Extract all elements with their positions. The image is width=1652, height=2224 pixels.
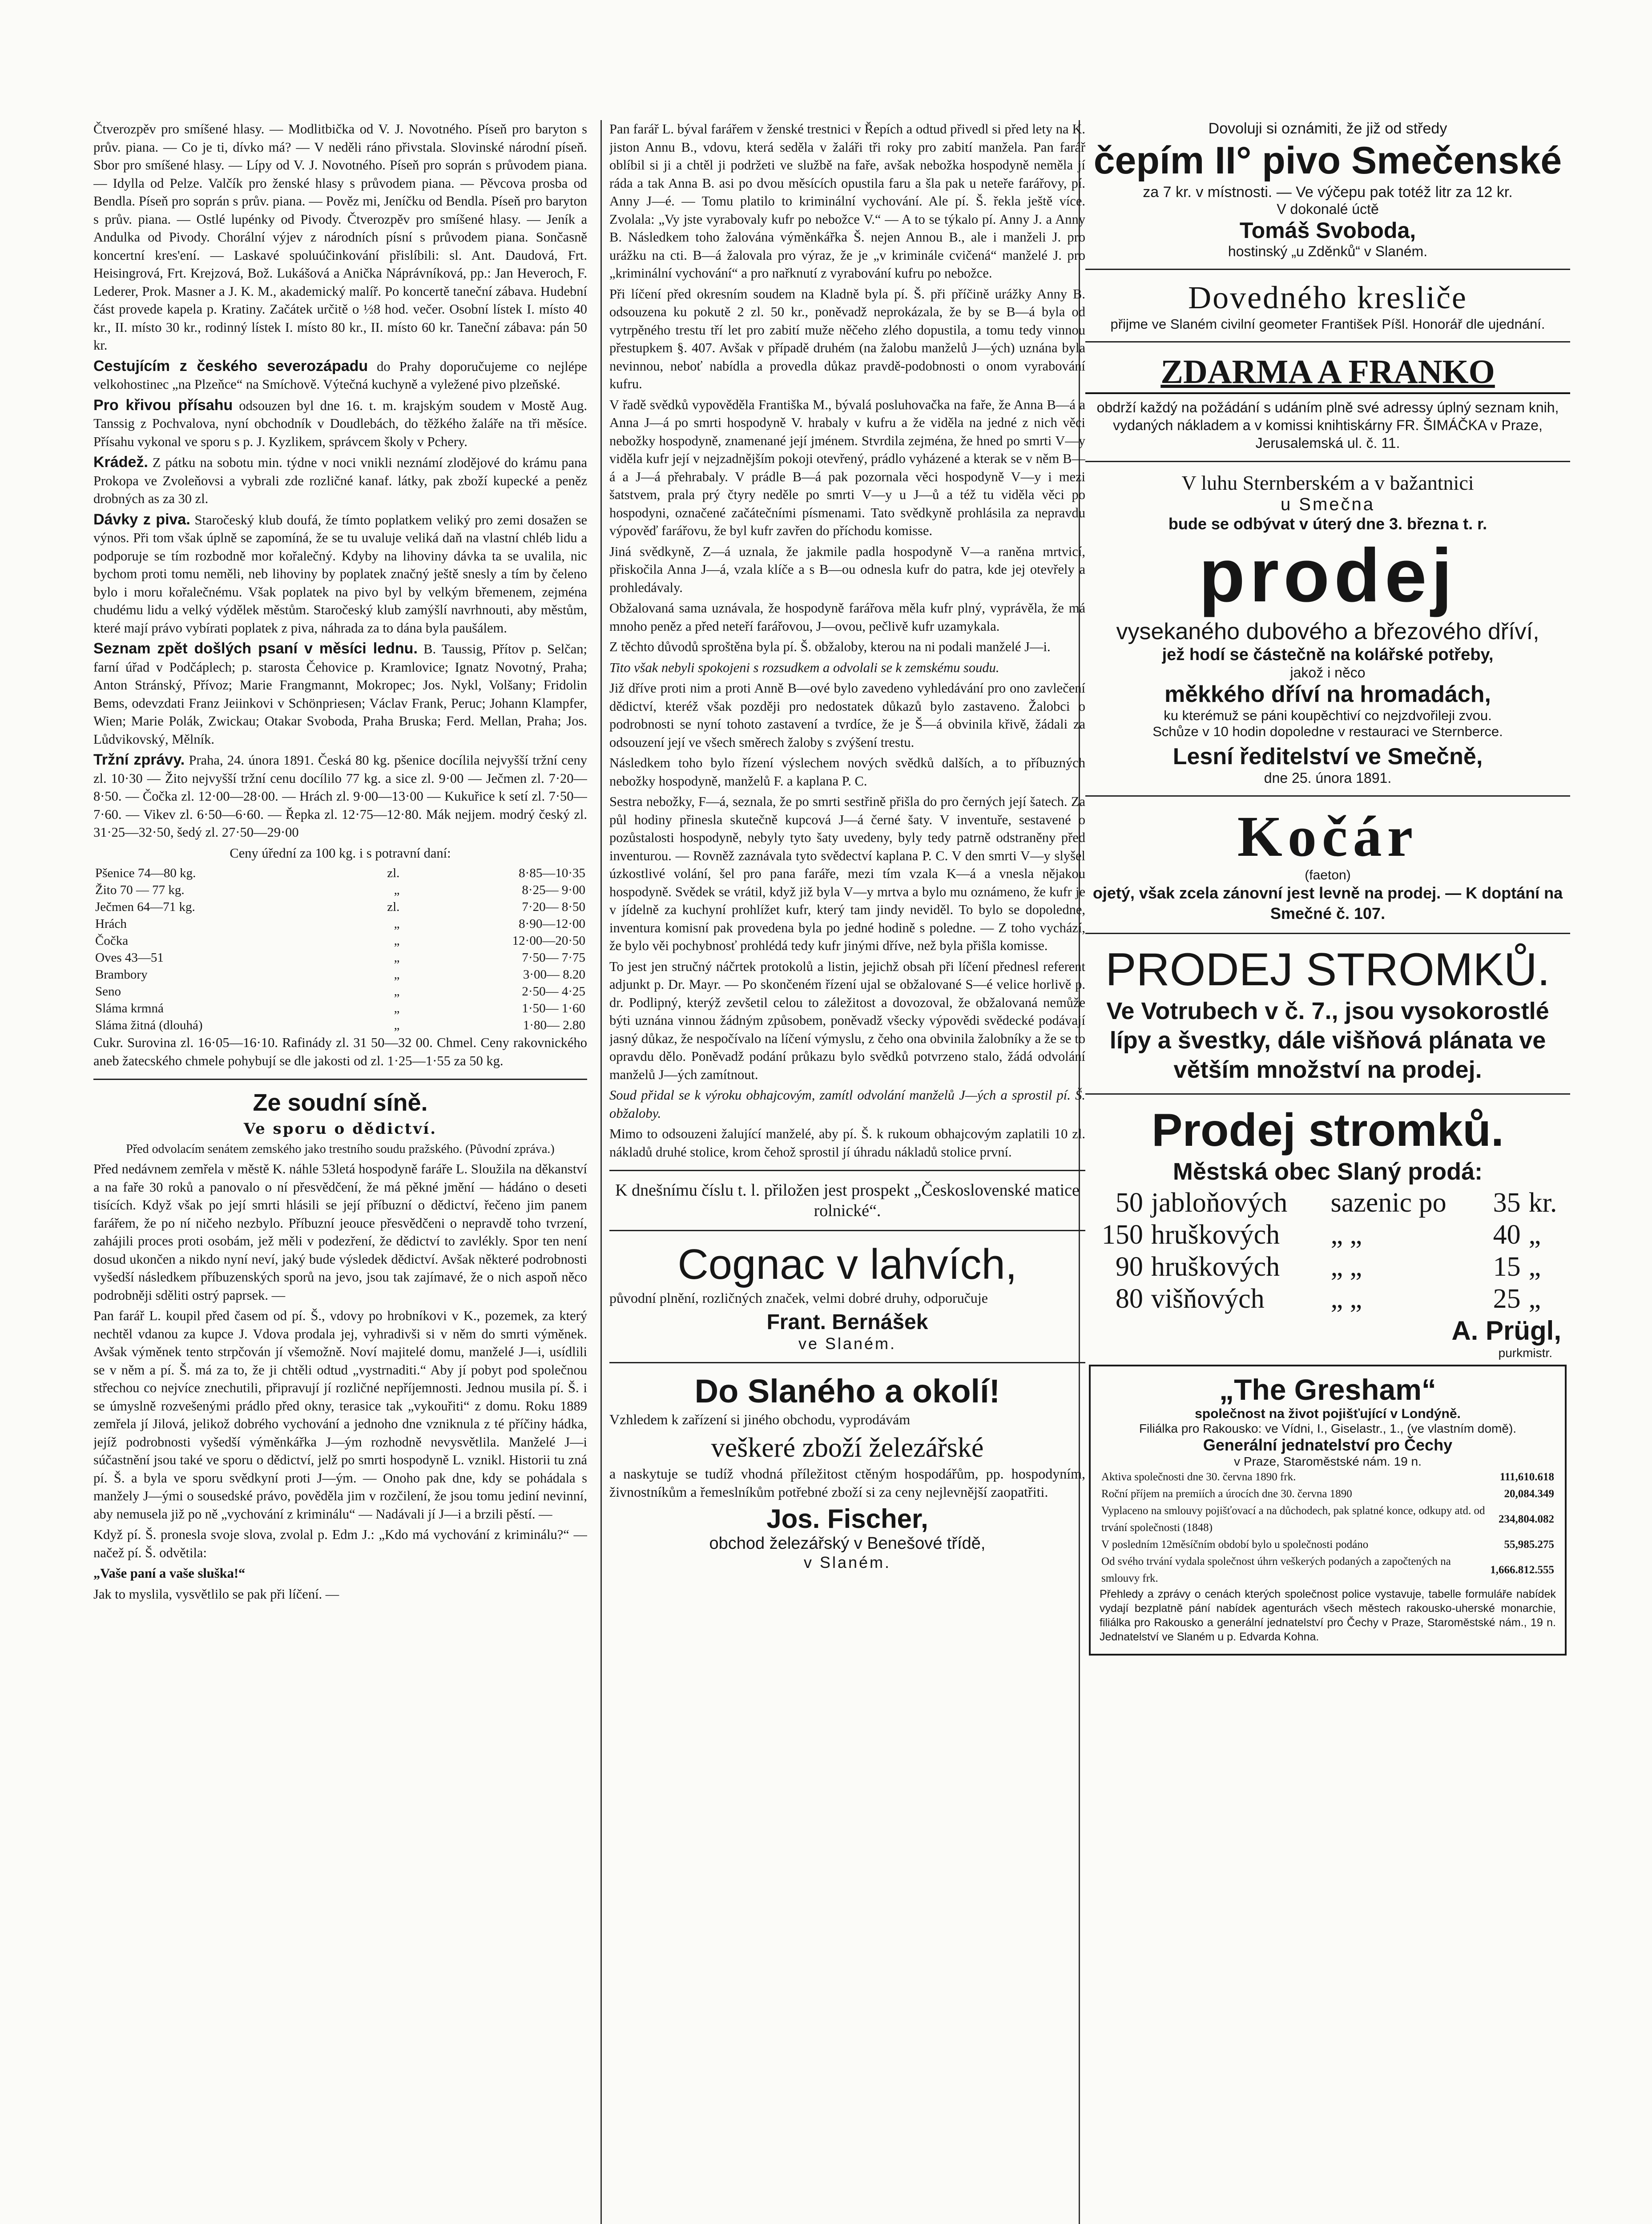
- ad-title: Do Slaného a okolí!: [694, 1372, 1000, 1410]
- ad-role: hostinský „u Zděnků“ v Slaném.: [1228, 243, 1428, 259]
- article-paragraph: Při líčení před okresním soudem na Kladně byla pí. Š. při příčině urážky Anny B. odsouzena ku pokutě 2 zl. 50 kr., poněvadž neprokázala, že by se B—á byla od vytrpěného trestu tří let pro zabití muže něčeho zlého dopustila, a tomu tedy vinnou přestupkem §. 407. Avšak v případě druhém (na žalobu manželů J—ých) uznána byla nevinnou, neboť nabídla a provedla důkaz pravdě-podobnosti o onom vyrabování kufru.: [609, 286, 1085, 391]
- price-item: Ječmen 64—71 kg.: [95, 900, 195, 914]
- article-quote: „Vaše paní a vaše sluška!“: [93, 1566, 246, 1581]
- price-unit: zl.: [387, 900, 400, 914]
- news-cukr-chmel: Cukr. Surovina zl. 16·05—16·10. Rafinády zl. 31 50—32 00. Chmel. Ceny rakovnického aneb žatecského chmele pohybují se dle jakosti od zl. 1·25—1·55 za 50 kg.: [93, 1035, 587, 1068]
- tree-w: hruškových: [1151, 1252, 1280, 1282]
- price-row: [93, 865, 587, 882]
- price-price: 3·00— 8.20: [523, 967, 585, 982]
- ad-pivo-smecenske: [1085, 120, 1570, 260]
- ad-title: Dovedného kresliče: [1188, 280, 1467, 315]
- price-price: 1·50— 1·60: [522, 1001, 585, 1015]
- ad-text: jakož i něco: [1290, 665, 1366, 681]
- ad-title: „The Gresham“: [1219, 1373, 1436, 1406]
- ad-text: ku kterémuž se páni koupěchtiví co nejzdvořileji zvou.: [1164, 708, 1492, 723]
- ad-text: vysekaného dubového a březového dříví,: [1116, 619, 1539, 645]
- price-row: [93, 983, 587, 1000]
- ad-title: Kočár: [1237, 805, 1418, 869]
- tree-w: višňových: [1151, 1284, 1265, 1314]
- ad-kocar: [1085, 806, 1570, 924]
- divider: [1085, 1093, 1570, 1095]
- price-price: 1·80— 2.80: [523, 1018, 585, 1032]
- price-unit: „: [394, 883, 400, 897]
- ad-firm: Jos. Fischer,: [766, 1504, 928, 1534]
- price-item: Oves 43—51: [95, 951, 164, 965]
- price-price: 8·25— 9·00: [522, 883, 585, 897]
- ad-text: Filiálka pro Rakousko: ve Vídni, I., Giselastr., 1., (ve vlastním domě).: [1139, 1422, 1517, 1435]
- news-davky-z-piva: Dávky z piva. Staročeský klub doufá, že tímto poplatkem veliký pro zemi dosažen se výnos. Při tom však úplně se zapomíná, že se tu uvaluje veliká daň na vlastní chléb lidu a podporuje se tím rozbodně mor kořalečný. Kdyby na lihoviny dávka ta se uvalila, nic bychom proti tomu neměli, neb lihoviny by poplatek značný ještě snesly a tím by čeleno bylo i moru kořalečnému. Však poplatek na pivo byl by velkým břemenem, zejména chudému lidu a velký výdělek městům. Staročeský klub zamýšlí navrhnouti, aby městům, které mají právo vybírati poplatek z piva, náhrada za to dána byla paušálem.: [93, 511, 587, 636]
- article-paragraph: To jest jen stručný náčrtek protokolů a listin, jejichž obsah při líčení přednesl referent adjunkt p. Dr. Mayr. — Po skončeném řízení ujal se obžalované S—é velice horlivě p. dr. Podlipný, kterýž zevšetil celou to záležitost a dovozoval, že obžalovaná nemůže býti uznána vinnou žádným způsobem, poněvadž všecky výpovědi svědecké podávají jasný důkaz, že nespočívalo na líčení výmyslu, z čeho ona obvinila žalobníky a že se to opravdu dělo. Poněvadž podání průkazu bylo svědků potvrzeno stalo, žádá odvolání manželů J—ých zamítnout.: [609, 959, 1085, 1082]
- price-unit: „: [394, 967, 400, 982]
- divider: [1085, 341, 1570, 342]
- price-row: [93, 949, 587, 966]
- ad-slany-zelezarstvi: [609, 1372, 1085, 1572]
- article-title: Ve sporu o dědictví.: [243, 1120, 437, 1138]
- gresham-row: [1100, 1469, 1556, 1486]
- headline: Dávky z piva.: [93, 511, 190, 528]
- article-paragraph: V řadě svědků vypověděla Františka M., bývalá posluhovačka na faře, že Anna B—á a Anna J—á po smrti hospodyně V. hrabaly v kufru a že viděla na jedné z nich věci nebožky hospodyně, znamenané její jménem. Stvrdila zejména, že hned po smrti V—y viděla kufr její v nejzadnějším pokoji otevřený, prádlo vyházené a kterak se v něm B—á a J—á přehrabaly. V prádle B—á pak pozornala věci hospodyně V—y i mezi šatstvem, prala prý čtyry neděle po smrti V—y u J—ů a též tu viděla věci po hospodyni, označené začátečními písmenami. Tato svědkyně prohlásila za nepravdu výpověď farářovu, že byl kufr zavřen do příchodu komisse.: [609, 397, 1085, 538]
- ad-title: ZDARMA A FRANKO: [1085, 351, 1570, 394]
- article-paragraph: Jiná svědkyně, Z—á uznala, že jakmile padla hospodyně V—a raněna mrtvicí, přiskočila Anna J—á, vzala klíče a s B—ou odnesla kufr do patra, kde jej otevřely a prohledávaly.: [609, 544, 1085, 595]
- ad-sign: A. Prügl,: [1451, 1316, 1561, 1346]
- ad-text: Městská obec Slaný prodá:: [1173, 1158, 1483, 1185]
- price-price: 2·50— 4·25: [522, 984, 585, 999]
- ad-subtitle: společnost na život pojišťující v Londýně.: [1195, 1406, 1461, 1421]
- ad-kreslic: [1085, 279, 1570, 332]
- ad-title: prodej: [1199, 533, 1457, 618]
- tree-n: 80: [1115, 1284, 1143, 1314]
- ad-text: Přehledy a zprávy o cenách kterých společnost police vystavuje, tabelle formuláře nabídek vydají bezplatně pání nabídek agenturách všech městech rakousko-uherské monarchie, filiálka pro Rakousko a generální jednatelství pro Čechy v Praze, Staroměstské nám., 19 n. Jednatelství ve Slaném u p. Edvarda Kohna.: [1100, 1588, 1556, 1643]
- divider: [1085, 461, 1570, 462]
- news-trzni-zpravy: Tržní zprávy. Praha, 24. února 1891. Česká 80 kg. pšenice docílila nejvyšší tržní ceny zl. 10·30 — Žito nejvyšší tržní cenu docílilo 77 kg. a sice zl. 9·00 — Ječmen zl. 7·20—8·50. — Čočka zl. 12·00—28·00. — Hrách zl. 9·00—13·00 — Kukuřice k setí zl. 7·50—7·60. — Vikev zl. 6·50—6·60. — Řepka zl. 12·75—12·80. Mák nejjem. modrý český zl. 31·25—32·50, šedý zl. 27·50—29·00: [93, 751, 587, 840]
- ad-text: za 7 kr. v místnosti. — Ve výčepu pak totéž litr za 12 kr.: [1143, 184, 1513, 201]
- article-paragraph: Pan farář L. býval farářem v ženské trestnici v Řepích a odtud přivedl si před lety na K. jiston Annu B., vdovu, která seděla v žaláři tři roky pro zabití manžela. Pan farář oblíbil si ji a chtěl ji podržeti ve službě na faře, avšak nebožka hospodyně neměla jí ráda a tak Anna B. asi po dvou měsících opustila faru a šla pak u neteře farářovy, pí. Anny J—é. — Tomu platilo to kriminální vychování. Ale pí. Š. řekla ještě více. Zvolala: „Vy jste vyrabovaly kufr po nebožce V.“ — A to se týkalo pí. Anny J. a Anny B. Následkem toho žalována výměnkářka Š. nejen Annou B., ale i manželi J. pro urážku na cti. B—á žalovala pro výraz, že je „v kriminále cvičená“ manželé J. pro „kriminální vychování“ a pro nařknutí z vyrabování kufru po nebožce.: [609, 121, 1085, 281]
- price-row: [93, 882, 587, 898]
- price-row: [93, 1017, 587, 1034]
- concert-program: Čtverozpěv pro smíšené hlasy. — Modlitbička od V. J. Novotného. Píseň pro baryton s prův. piana. — Co je ti, dívko má? — V neděli ráno přivstala. Slovinské národní píseň. Sbor pro smíšené hlasy. — Lípy od V. J. Novotného. Píseň pro soprán s průvodem piana. — Idylla od Pelze. Valčík pro ženské hlasy s průvodem piana. — Pěvcova prosba od Bendla. Píseň pro soprán s prův. piana. — Pověz mi, Jeníčku od Bendla. Píseň pro baryton s prův. piana. — Ostlé lupénky od Pivody. Čtverozpěv pro smíšené hlasy. — Jeník a Andulka od Pivody. Chorální výjev z národních písní s průvodem piana. Sončasně koncertní kres'ení. — Laskavé spoluúčinkování přislíbili: sl. Ant. Daudová, Frt. Heisingrová, Frt. Krejzová, Bož. Lukášová a Anička Náprávníková, pp.: Jan Heveroch, F. Lederer, Prok. Masner a J. K. M., akademický malíř. Po koncertě taneční zábava. Hudební část provede kapela p. Kratiny. Začátek určitě o ½8 hod. večer. Osobní lístek I. místo 40 kr., II. místo 30 kr., rodinný lístek I. místo 80 kr., II. místo 60 kr. Taneční zábava: pán 50 kr.: [93, 121, 587, 353]
- ad-firm: Frant. Bernášek: [766, 1310, 928, 1334]
- article-paragraph: Obžalovaná sama uznávala, že hospodyně farářova měla kufr plný, vyprávěla, že má mnoho peněz a před neteří farářovou, J—ovou, pečlivě kufr uzamykala.: [609, 600, 1085, 634]
- price-row: [93, 966, 587, 983]
- ad-prodej-drivi: [1085, 471, 1570, 786]
- ad-prodej-stromku-slany: [1085, 1104, 1570, 1360]
- gresham-label: Od svého trvání vydala společnost úhrn veškerých podaných a započtených na smlouvy frk.: [1101, 1555, 1451, 1584]
- ad-role: purkmistr.: [1498, 1346, 1552, 1360]
- ad-text: Vzhledem k zařízení si jiného obchodu, vyprodávám: [609, 1411, 911, 1427]
- article-paragraph: Mimo to odsouzeni žalující manželé, aby pí. Š. k rukoum obhajcovým zaplatili 10 zl. nákladů druhé stolice, krom čehož sprostil jí úhradu nákladů stolice první.: [609, 1126, 1085, 1160]
- price-row: [93, 932, 587, 949]
- gresham-value: 20,084.349: [1504, 1488, 1554, 1500]
- price-unit: „: [394, 934, 400, 948]
- price-price: 12·00—20·50: [512, 934, 585, 948]
- article-paragraph: Pan farář L. koupil před časem od pí. Š., vdovy po hrobníkovi v K., pozemek, za který nechtěl vdanou za kupce J. Vdova prodala jej, vyhradivši si v něm do smrti výměnek. Avšak výměnek tento strpčován jí všemožně. Noví majitelé domu, manželé J—i, usídlili se v něm a pí. Š. má za to, že ji chtěli odtud „vystrnaditi.“ Aby jí pobyt pod společnou střechou co nejvíce znechutili, připravují jí rozličné nepříjemnosti. Jednou musila pí. Š. i se úmyslně rozvešenými prádlo před okny, terasice tak „vykouřiti“ z domu. Roku 1889 zemřela jí Jilová, jelikož dobrého vychování a jednoho dne vzniknula z té příčiny hádka, jejíž podrobnosti vyšedší výměnkářka J—ým rozhodně nevysvětlila. Manželé J—i súčastnění jsou také ve sporu o dědictví, jelž po smrti hospodyně L. vznikl. Historii tu zná pí. Š. a byla ve sporu svědkyní proti J—ým. — Onoho pak dne, kdy se pohádala s manžely J—ými o sousedské právo, pověděla jim v rozčilení, že jsou tomu jediní nevinní, aby nemusela již po ně „vychování z kriminálu“ — Nadávali jí J—i a brzili pěstí. —: [93, 1308, 587, 1522]
- gresham-row: [1100, 1503, 1556, 1536]
- headline: Seznam zpět došlých psaní v měsíci lednu.: [93, 640, 418, 657]
- price-row: [93, 898, 587, 915]
- article-paragraph: Sestra nebožky, F—á, seznala, že po smrti sestřině přišla do pro černých její šatech. Za půl hodiny přinesla skutečně kupcová J—á černé šaty. V inventuře, sestavené o pozůstalosti hospodyně, nebyly tyto šaty uvedeny, byly tedy patrně odstraněny před inventurou. — Rovněž zaznávala tyto svědectví kaplana P. C. V den smrti V—y slyšel úzkostlivé volání, šel pro pana faráře, mezi tím vzala K—á a vnesla nějakou hospodyně. Svědek se vrátil, když již byla V—y mrtva a bylo mu oznámeno, že kufr je v jídelně za kuchyní prohlížet kufr, který tam jindy neviděl. To bylo se dopoledne, inventura komisní pak provedena byla po jedné hodině s poledne. — Z toho vychází, že bylo věi pochybnosť prohlédá tedy kufr jinými dříve, než byla přišla komisse.: [609, 794, 1085, 953]
- price-unit: „: [394, 1001, 400, 1015]
- article-paragraph: Z těchto důvodů sproštěna byla pí. Š. obžaloby, kterou na ni podali manželé J—i.: [609, 639, 1051, 654]
- tree-a: sazenic po: [1330, 1188, 1447, 1218]
- price-price: 7·50— 7·75: [522, 951, 585, 965]
- ad-date: dne 25. února 1891.: [1264, 770, 1392, 786]
- ad-text: v Praze, Staroměstské nám. 19 n.: [1234, 1454, 1422, 1468]
- ad-cognac: [609, 1240, 1085, 1353]
- article-paragraph: Před nedávnem zemřela v městě K. náhle 53letá hospodyně faráře L. Sloužila na děkanství a na faře 30 roků a panovalo o ní přesvědčení, že má pěkné jmění — hádáno o deseti tisících. Když však po její smrti hlásili se její příbuzní o dědictví, řečeno jim panem farářem, že po ní ničeho nezbylo. Příbuzní jeouce přesvědčeni o nepravdě toho tvrzení, zahájili proces proti osobám, jež měli v podezření, že dědictví to zavlékly. Spor ten není dosud ukončen a nikdo nyní neví, jaký bude výsledek dědictví. Avšak některé podrobnosti vyšedší následkem příbuzenských sporů na jevo, jsou tak zajímavé, že o nich aspoň něco podrobněji sděliti ostrý paprsek. —: [93, 1161, 587, 1303]
- gresham-value: 55,985.275: [1504, 1539, 1554, 1551]
- gresham-label: Aktiva společnosti dne 30. června 1890 frk.: [1101, 1471, 1296, 1483]
- ad-text: ojetý, však zcela zánovní jest levně na prodej. — K doptání na Smečné č. 107.: [1092, 884, 1563, 923]
- ad-text: obdrží každý na požádání s udáním plně své adressy úplný seznam knih, vydaných nákladem a v komissi knihtiskárny FR. ŠIMÁČKA v Praze, Jerusalemská ul. č. 11.: [1096, 399, 1559, 451]
- tree-u: kr.: [1528, 1188, 1557, 1218]
- article-paragraph: Soud přidal se k výroku obhajcovým, zamítl odvolání manželů J—ých a sprostil pí. Š. obžaloby.: [609, 1088, 1085, 1121]
- article-paragraph: Již dříve proti nim a proti Anně B—ové bylo zavedeno vyhledávání pro ono zavlečení dědictví, kteréž však později pro nedostatek důkazů bylo zastaveno. Žalobci o podrobnosti se nyní tohoto zastavení a tvrdíce, že je Š—á obvinila křivě, žádali za odsouzení její ve všech směrech žaloby s zvýšení trestu.: [609, 681, 1085, 750]
- ad-big-text: veškeré zboží železářské: [711, 1433, 984, 1463]
- tree-w: jabloňových: [1151, 1188, 1288, 1218]
- divider: [1085, 795, 1570, 797]
- tree-row: [1086, 1219, 1569, 1250]
- ad-text: u Smečna: [1280, 495, 1375, 514]
- headline: Cestujícím z českého severozápadu: [93, 357, 368, 375]
- price-table: [93, 865, 587, 1034]
- price-item: Pšenice 74—80 kg.: [95, 866, 196, 880]
- gresham-value: 111,610.618: [1499, 1471, 1554, 1483]
- headline: Krádež.: [93, 454, 148, 471]
- news-krivou-prisahu: Pro křivou přísahu odsouzen byl dne 16. t. m. krajským soudem v Mostě Aug. Tanssig z Pochvalova, nyní obchodník v Doudlebách, do těžkého žaláře na tři měsíce. Přísahu vykonal ve sporu s p. J. Kyzlikem, správcem školy v Pchery.: [93, 396, 587, 449]
- ad-gresham: [1089, 1365, 1567, 1656]
- price-unit: „: [394, 1018, 400, 1032]
- tree-a: „ „: [1330, 1252, 1362, 1282]
- tree-a: „ „: [1330, 1220, 1362, 1250]
- price-unit: zl.: [387, 866, 400, 880]
- ad-text: a naskytuje se tudíž vhodná příležitost ctěným hospodářům, pp. hospodyním, živnostníkům a řemeslníkům potřebné zboží si za ceny nejlevnější zaopatřiti.: [609, 1466, 1085, 1500]
- gresham-table: [1100, 1469, 1556, 1587]
- tree-p: 25: [1493, 1284, 1521, 1314]
- ad-subtitle: (faeton): [1305, 868, 1351, 882]
- headline: Pro křivou přísahu: [93, 396, 233, 414]
- price-row: [93, 915, 587, 932]
- tree-u: „: [1528, 1252, 1541, 1282]
- ad-title: Prodej stromků.: [1152, 1104, 1504, 1156]
- ad-text: Schůze v 10 hodin dopoledne v restauraci ve Sternberce.: [1152, 724, 1503, 739]
- price-unit: „: [394, 984, 400, 999]
- divider: [1085, 269, 1570, 270]
- price-item: Hrách: [95, 917, 127, 931]
- ad-text: měkkého dříví na hromadách,: [1164, 681, 1491, 707]
- gresham-row: [1100, 1553, 1556, 1587]
- tree-row: [1086, 1187, 1569, 1218]
- gresham-label: Roční příjem na premiích a úrocích dne 30. června 1890: [1101, 1488, 1352, 1500]
- price-price: 8·85—10·35: [519, 866, 585, 880]
- ad-address: obchod železářský v Benešové třídě,: [709, 1534, 986, 1553]
- price-unit: „: [394, 917, 400, 931]
- ad-text: bude se odbývat v úterý dne 3. března t. r.: [1168, 515, 1487, 533]
- column-divider-1: [600, 120, 602, 2224]
- column-3: [1085, 120, 1570, 2224]
- news-kradez: Krádež. Z pátku na sobotu min. týdne v noci vnikli neznámí zlodějové do krámu pana Prokopa ve Zvoleňovsi a vybrali zde rozličné kanaf. látky, pak zboží kupecké a peněz drobných as za 30 zl.: [93, 454, 587, 506]
- tree-a: „ „: [1330, 1284, 1362, 1314]
- ad-text: Ve Votrubech v č. 7., jsou vysokorostlé lípy a švestky, dále višňová plánata ve větším množství na prodej.: [1106, 998, 1549, 1083]
- price-item: Sláma žitná (dlouhá): [95, 1018, 203, 1032]
- news-seznam-psani: Seznam zpět došlých psaní v měsíci lednu. B. Taussig, Přítov p. Selčan; farní úřad v Podčáplech; p. starosta Čehovice p. Kramlovice; Ignatz Novotný, Praha; Anton Stránský, Přívoz; Marie Frangmannt, Mokropec; Jos. Nykl, Volšany; Fridolin Bems, odevzdati Franz Jeiinkovi v Schönpriesen; Václav Frank, Peruc; Johann Klampfer, Wien; Marie Polák, Zwickau; Otakar Svoboda, Praha Bruska; Ferd. Mellan, Praha; Jos. Lůdvikovský, Mělník.: [93, 640, 587, 747]
- gresham-row: [1100, 1486, 1556, 1503]
- price-row: [93, 1000, 587, 1017]
- price-item: Čočka: [95, 934, 129, 948]
- ad-text: Generální jednatelství pro Čechy: [1203, 1436, 1453, 1454]
- tree-u: „: [1528, 1284, 1541, 1314]
- ad-text: V luhu Sternberském a v bažantnici: [1181, 471, 1474, 494]
- price-item: Žito 70 — 77 kg.: [95, 883, 185, 897]
- tree-w: hruškových: [1151, 1220, 1280, 1250]
- article-subtitle: Před odvolacím senátem zemského jako trestního soudu pražského. (Původní zpráva.): [126, 1142, 555, 1156]
- ad-zdarma-franko: [1085, 351, 1570, 452]
- tree-p: 15: [1493, 1252, 1521, 1282]
- news-cestujicim: Cestujícím z českého severozápadu do Prahy doporučujeme co nejlépe velkohostinec „na Plzeňce“ na Smíchově. Výtečná kuchyně a vyležené pivo plzeňské.: [93, 357, 587, 392]
- article-paragraph: Jak to myslila, vysvětlilo se pak při líčení. —: [93, 1586, 339, 1602]
- ad-title: Cognac v lahvích,: [677, 1241, 1017, 1288]
- prices-heading: Ceny úřední za 100 kg. i s potravní daní:: [230, 845, 451, 861]
- ad-title: PRODEJ STROMKŮ.: [1105, 944, 1550, 995]
- tree-price-table: [1085, 1186, 1570, 1315]
- tree-n: 150: [1101, 1220, 1143, 1250]
- price-unit: „: [394, 951, 400, 965]
- ad-text: Dovoluji si oznámiti, že již od středy: [1208, 120, 1447, 137]
- ad-prodej-stromku-votruby: [1085, 943, 1570, 1084]
- article-paragraph: Když pí. Š. pronesla svoje slova, zvolal p. Edm J.: „Kdo má vychování z kriminálu?“ — načež pí. Š. odvětila:: [93, 1527, 587, 1560]
- notice-prospekt: K dnešnímu číslu t. l. přiložen jest prospekt „Československé matice rolnické“.: [615, 1181, 1080, 1220]
- divider: [93, 1079, 587, 1080]
- price-item: Sláma krmná: [95, 1001, 164, 1015]
- gresham-label: Vyplaceno na smlouvy pojišťovací a na důchodech, pak splatné konce, odkupy atd. od trvání společnosti (1848): [1101, 1505, 1485, 1534]
- tree-u: „: [1528, 1220, 1541, 1250]
- ad-name: Tomáš Svoboda,: [1239, 218, 1416, 243]
- tree-p: 35: [1493, 1188, 1521, 1218]
- ad-sign: Lesní ředitelství ve Smečně,: [1173, 744, 1483, 770]
- article-paragraph: Tito však nebyli spokojeni s rozsudkem a odvolali se k zemskému soudu.: [609, 660, 999, 675]
- price-price: 7·20— 8·50: [522, 900, 585, 914]
- tree-row: [1086, 1251, 1569, 1282]
- price-item: Brambory: [95, 967, 148, 982]
- headline: Tržní zprávy.: [93, 751, 185, 768]
- divider: [609, 1170, 1085, 1171]
- gresham-label: V posledním 12měsíčním období bylo u společnosti podáno: [1101, 1539, 1369, 1551]
- column-2: [609, 120, 1085, 2224]
- section-title: Ze soudní síně.: [253, 1089, 428, 1116]
- ad-gresham-inner: [1100, 1373, 1556, 1644]
- column-1: [93, 120, 587, 2224]
- ad-place: v Slaném.: [803, 1553, 891, 1571]
- ad-place: ve Slaném.: [798, 1334, 897, 1353]
- divider: [609, 1362, 1085, 1363]
- divider: [1085, 933, 1570, 934]
- tree-n: 50: [1115, 1188, 1143, 1218]
- gresham-value: 234,804.082: [1499, 1513, 1554, 1525]
- tree-row: [1086, 1283, 1569, 1314]
- ad-text: přijme ve Slaném civilní geometer František Píšl. Honorář dle ujednání.: [1110, 316, 1545, 332]
- divider: [609, 1230, 1085, 1231]
- ad-text: V dokonalé úctě: [1277, 201, 1379, 217]
- price-item: Seno: [95, 984, 121, 999]
- tree-p: 40: [1493, 1220, 1521, 1250]
- ad-text: jež hodí se částečně na kolářské potřeby,: [1162, 645, 1494, 664]
- tree-n: 90: [1115, 1252, 1143, 1282]
- article-paragraph: Následkem toho bylo řízení výslechem nových svědků dalších, a to příbuzných nebožky hospodyně, manželů F. a kaplana P. C.: [609, 755, 1085, 789]
- gresham-row: [1100, 1536, 1556, 1553]
- ad-title: čepím II° pivo Smečenské: [1093, 139, 1562, 182]
- price-price: 8·90—12·00: [519, 917, 585, 931]
- gresham-value: 1,666.812.555: [1490, 1564, 1554, 1576]
- ad-text: původní plnění, rozličných značek, velmi dobré druhy, odporučuje: [609, 1290, 988, 1306]
